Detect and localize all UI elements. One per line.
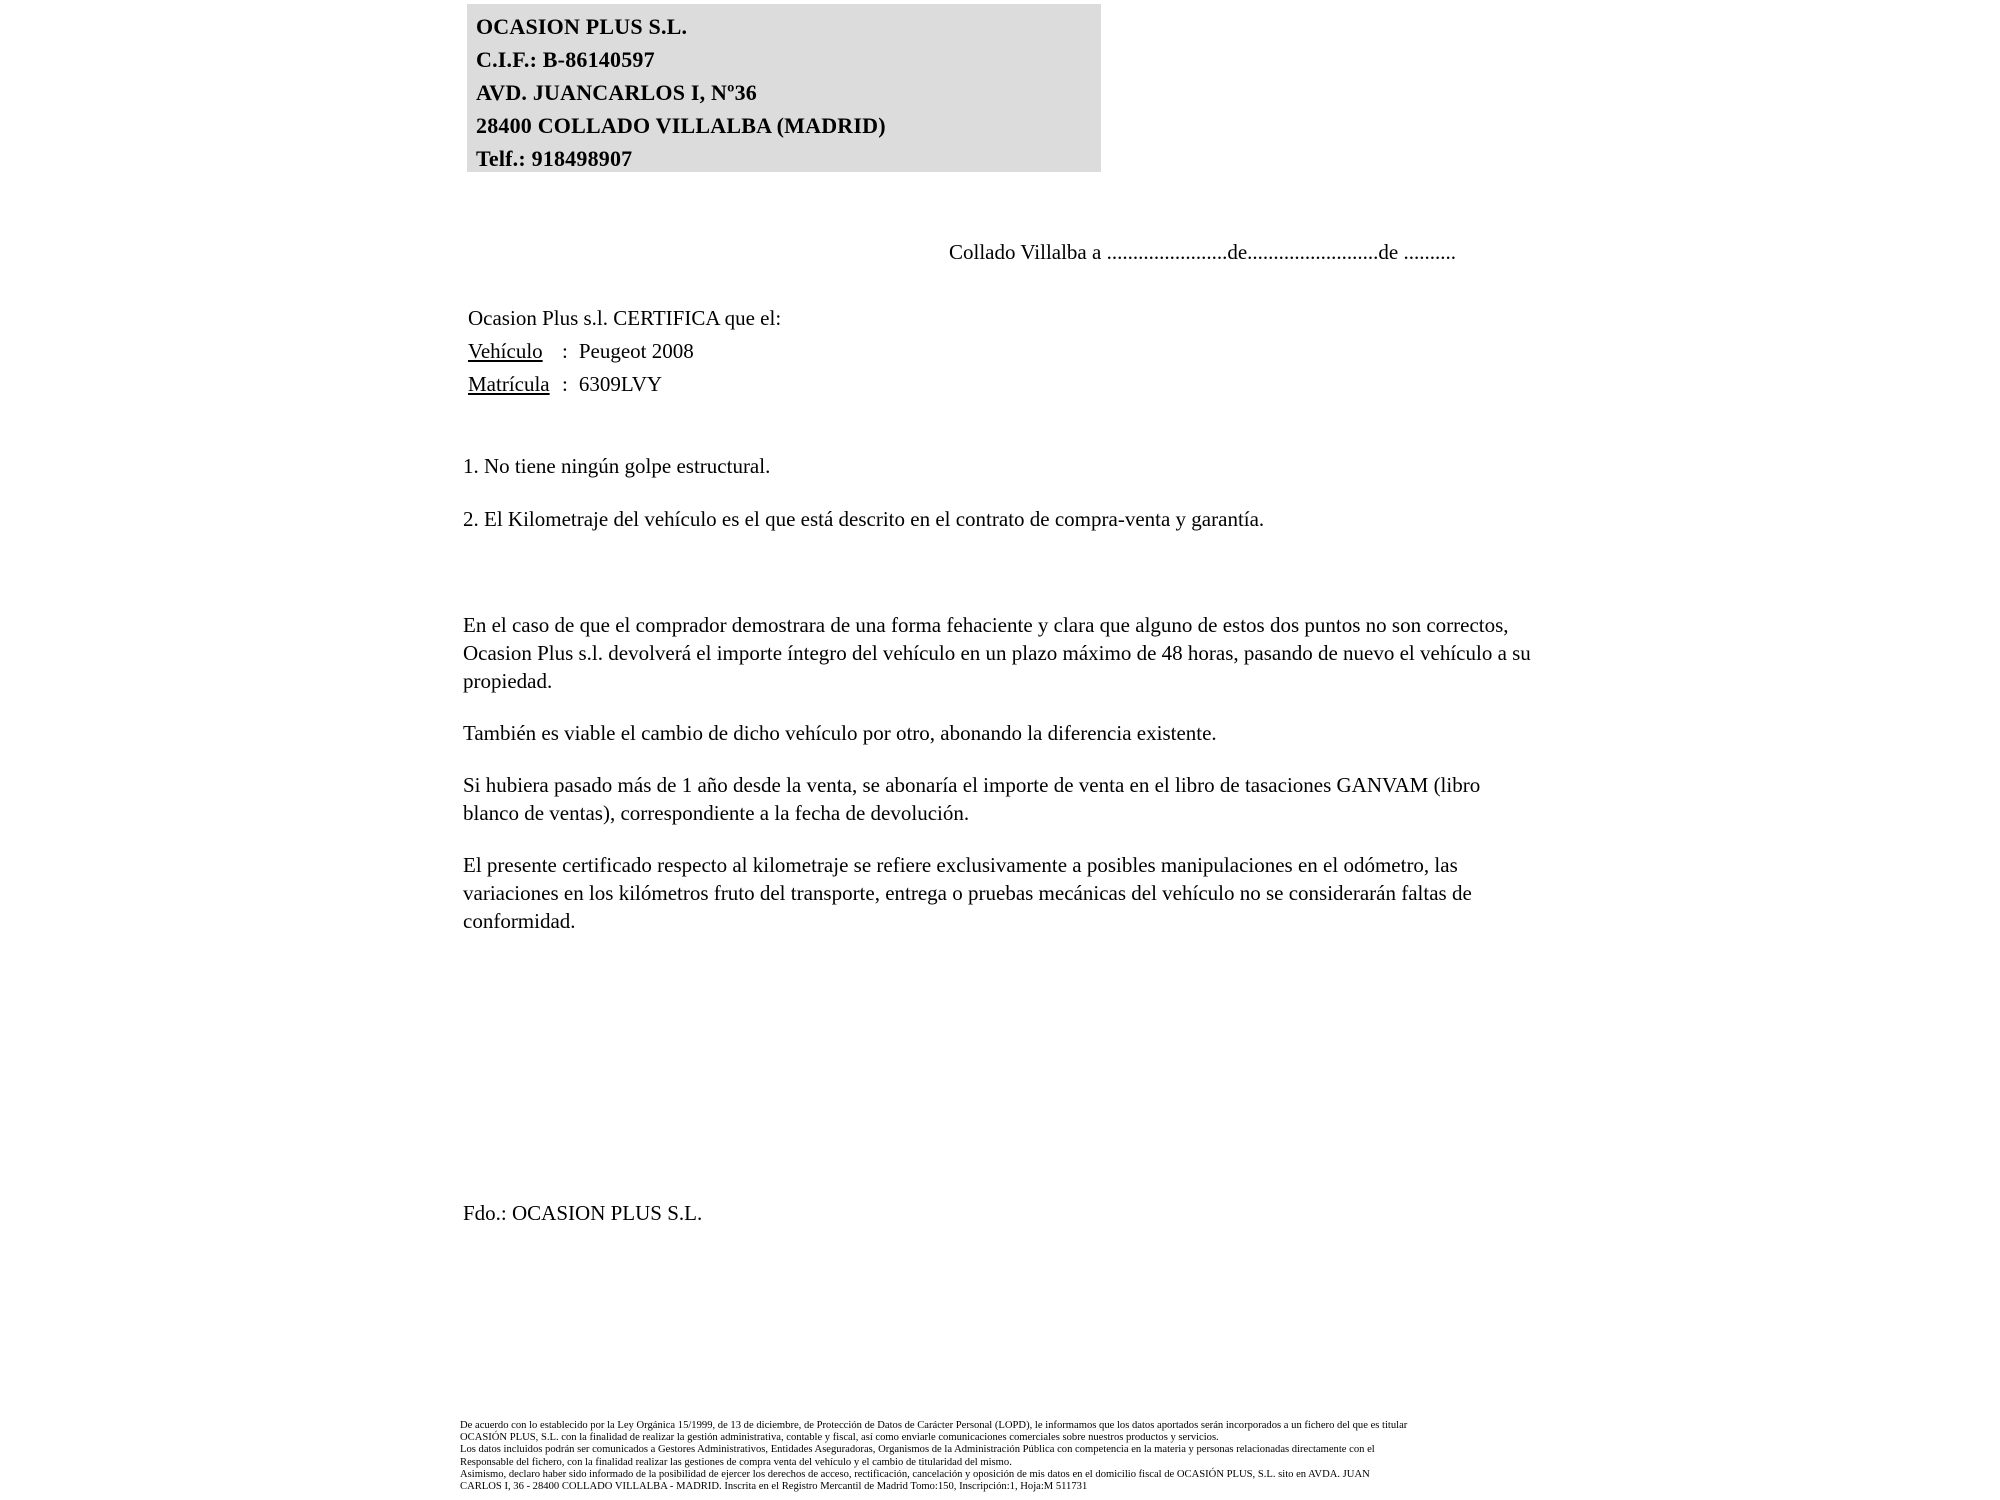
certification-block [468,302,781,401]
legal-line-recipients: Los datos incluidos podrán ser comunicados a Gestores Administrativos, Entidades Aseguradoras, Organismos de la Administración Pública con competencia en la materia y personas relacionadas directamente con el [460,1444,1375,1456]
company-city: 28400 COLLADO VILLALBA (MADRID) [476,113,886,138]
point-mileage: 2. El Kilometraje del vehículo es el que está descrito en el contrato de compra-venta y garantía. [463,507,1265,531]
vehicle-label: Vehículo [468,339,543,363]
paragraph-ganvam-clause: Si hubiera pasado más de 1 año desde la venta, se abonaría el importe de venta en el libro de tasaciones GANVAM (libro blanco de ventas), correspondiente a la fecha de devolución. [463,773,1481,825]
company-phone: Telf.: 918498907 [476,146,633,171]
plate-value: 6309LVY [578,372,663,396]
plate-colon: : [562,372,568,396]
legal-line-lopd: De acuerdo con lo establecido por la Ley Orgánica 15/1999, de 13 de diciembre, de Protección de Datos de Carácter Personal (LOPD), le informamos que los datos aportados serán incorporados a un fichero del que es titular [460,1420,1408,1431]
legal-line-registry: CARLOS I, 36 - 28400 COLLADO VILLALBA - MADRID. Inscrita en el Registro Mercantil de Madrid Tomo:150, Inscripción:1, Hoja:M 511731 [460,1481,1088,1493]
plate-label: Matrícula [468,372,550,396]
paragraph-odometer-clause: El presente certificado respecto al kilometraje se refiere exclusivamente a posibles manipulaciones en el odómetro, las variaciones en los kilómetros fruto del transporte, entrega o pruebas mecánicas del vehículo no se considerarán faltas de conformidad. [463,853,1472,933]
plate-field-row [468,368,781,401]
date-blank-line: Collado Villalba a .......................de.........................de .......... [949,240,1456,264]
vehicle-colon: : [562,339,568,363]
legal-line-responsible: Responsable del fichero, con la finalidad realizar las gestiones de compra venta del vehículo y el cambio de titularidad del mismo. [460,1456,1012,1468]
company-address: AVD. JUANCARLOS I, Nº36 [476,80,757,105]
legal-footer [460,1420,1407,1493]
certification-intro: Ocasion Plus s.l. CERTIFICA que el: [468,306,782,330]
vehicle-value: Peugeot 2008 [578,339,694,363]
company-cif: C.I.F.: B-86140597 [476,47,655,72]
vehicle-field-row [468,335,781,368]
company-name: OCASION PLUS S.L. [476,14,688,39]
legal-line-rights: Asimismo, declaro haber sido informado de la posibilidad de ejercer los derechos de acceso, rectificación, cancelación y oposición de mis datos en el domicilio fiscal de OCASIÓN PLUS, S.L. sito en AVDA. JUAN [460,1468,1370,1480]
signature-line: Fdo.: OCASION PLUS S.L. [463,1201,703,1225]
paragraph-exchange-clause: También es viable el cambio de dicho vehículo por otro, abonando la diferencia existente. [463,721,1217,745]
legal-line-purpose: OCASIÓN PLUS, S.L. con la finalidad de realizar la gestión administrativa, contable y fiscal, así como enviarle comunicaciones comerciales sobre nuestros productos y servicios. [460,1432,1219,1444]
company-header-box [467,4,1101,172]
paragraph-refund-clause: En el caso de que el comprador demostrara de una forma fehaciente y clara que alguno de estos dos puntos no son correctos, Ocasion Plus s.l. devolverá el importe íntegro del vehículo en un plazo máximo de 48 horas, pasando de nuevo el vehículo a su propiedad. [463,613,1531,693]
point-structural-damage: 1. No tiene ningún golpe estructural. [463,454,771,478]
